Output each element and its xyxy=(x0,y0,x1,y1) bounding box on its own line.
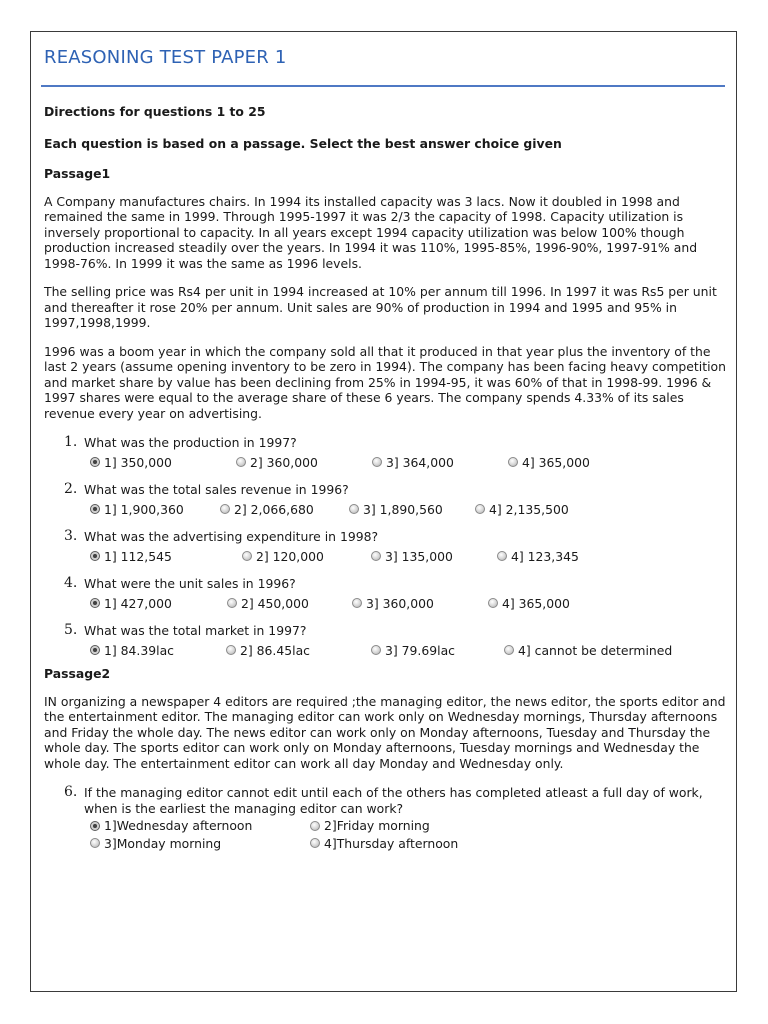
question-1 xyxy=(64,435,728,470)
page-title: REASONING TEST PAPER 1 xyxy=(44,47,287,68)
answer-options xyxy=(90,643,728,659)
question-4 xyxy=(64,576,728,611)
option-label: 2]Friday morning xyxy=(324,818,430,833)
option-2[interactable] xyxy=(226,643,371,659)
option-3[interactable] xyxy=(371,643,504,659)
option-3[interactable] xyxy=(371,549,497,565)
option-4[interactable] xyxy=(508,455,590,471)
directions-text: Each question is based on a passage. Select the best answer choice given xyxy=(44,135,562,151)
option-label: 4] 2,135,500 xyxy=(489,501,569,517)
option-2[interactable] xyxy=(242,549,371,565)
option-2[interactable] xyxy=(220,502,349,518)
question-number: 6. xyxy=(64,784,78,800)
option-label: 2] 450,000 xyxy=(241,595,309,611)
question-text: What were the unit sales in 1996? xyxy=(84,576,296,591)
answer-options xyxy=(90,455,728,471)
option-label: 4] 123,345 xyxy=(511,548,579,564)
option-label: 4] cannot be determined xyxy=(518,642,673,658)
option-3[interactable] xyxy=(349,502,475,518)
option-label: 3] 1,890,560 xyxy=(363,501,443,517)
option-label: 2] 86.45lac xyxy=(240,642,310,658)
option-label: 1] 427,000 xyxy=(104,595,172,611)
radio-icon[interactable] xyxy=(220,504,230,514)
option-3[interactable] xyxy=(352,596,488,612)
option-2[interactable] xyxy=(310,818,728,834)
question-number: 5. xyxy=(64,622,78,638)
option-label: 3] 360,000 xyxy=(366,595,434,611)
option-label: 2] 360,000 xyxy=(250,454,318,470)
question-text: What was the production in 1997? xyxy=(84,435,297,450)
option-label: 4] 365,000 xyxy=(522,454,590,470)
option-1[interactable] xyxy=(90,455,236,471)
passage2-heading: Passage2 xyxy=(44,666,111,681)
option-label: 4]Thursday afternoon xyxy=(324,835,459,851)
question-text: What was the total market in 1997? xyxy=(84,623,307,638)
radio-icon[interactable] xyxy=(242,551,252,561)
option-label: 2] 2,066,680 xyxy=(234,501,314,517)
radio-icon[interactable] xyxy=(226,645,236,655)
question-5 xyxy=(64,623,728,658)
option-4[interactable] xyxy=(488,596,570,612)
option-4[interactable] xyxy=(504,643,672,659)
option-label: 3] 364,000 xyxy=(386,454,454,470)
option-label: 2] 120,000 xyxy=(256,548,324,564)
question-number: 2. xyxy=(64,481,78,497)
radio-selected-icon[interactable] xyxy=(90,598,100,608)
option-label: 3] 79.69lac xyxy=(385,642,455,658)
question-6 xyxy=(64,785,728,851)
passage1-heading: Passage1 xyxy=(44,166,111,181)
answer-options xyxy=(90,818,728,851)
document-page xyxy=(30,31,737,992)
option-4[interactable] xyxy=(475,502,569,518)
radio-icon[interactable] xyxy=(488,598,498,608)
radio-icon[interactable] xyxy=(497,551,507,561)
option-4[interactable] xyxy=(310,836,728,852)
answer-options xyxy=(90,502,728,518)
option-label: 1] 112,545 xyxy=(104,548,172,564)
option-label: 3]Monday morning xyxy=(104,835,222,851)
option-3[interactable] xyxy=(90,836,310,852)
option-4[interactable] xyxy=(497,549,579,565)
radio-icon[interactable] xyxy=(90,838,100,848)
directions-title: Directions for questions 1 to 25 xyxy=(44,104,266,119)
title-divider xyxy=(41,85,725,87)
radio-icon[interactable] xyxy=(227,598,237,608)
radio-icon[interactable] xyxy=(310,821,320,831)
question-text: What was the total sales revenue in 1996? xyxy=(84,482,349,497)
option-3[interactable] xyxy=(372,455,508,471)
option-2[interactable] xyxy=(236,455,372,471)
radio-icon[interactable] xyxy=(371,645,381,655)
question-text: If the managing editor cannot edit until each of the others has completed atleast a full day of work, when is the earliest the managing editor can work? xyxy=(84,785,703,816)
question-number: 3. xyxy=(64,528,78,544)
radio-icon[interactable] xyxy=(371,551,381,561)
document-content xyxy=(44,104,728,863)
option-1[interactable] xyxy=(90,549,242,565)
passage1-paragraph-2: The selling price was Rs4 per unit in 1994 increased at 10% per annum till 1996. In 1997 it was Rs5 per unit and thereafter it rose 20% per annum. Unit sales are 90% of production in 1994 and 1995 and 95% in 1997,1998,1999. xyxy=(44,284,717,330)
passage1-paragraph-3: 1996 was a boom year in which the company sold all that it produced in that year plus the inventory of the last 2 years (assume opening inventory to be zero in 1994). The company has been facing heavy competition and market share by value has been declining from 25% in 1994-95, it was 60% of that in 1998-99. 1996 & 1997 shares were equal to the average share of these 6 years. The company spends 4.33% of its sales revenue every year on advertising. xyxy=(44,343,726,421)
radio-icon[interactable] xyxy=(352,598,362,608)
option-label: 4] 365,000 xyxy=(502,595,570,611)
option-label: 1]Wednesday afternoon xyxy=(104,818,253,833)
radio-selected-icon[interactable] xyxy=(90,551,100,561)
passage2-paragraph: IN organizing a newspaper 4 editors are required ;the managing editor, the news editor, the sports editor and the entertainment editor. The managing editor can work only on Wednesday mornings, Thursday afternoons and Friday the whole day. The news editor can work only on Monday afternoons, Tuesday and Thursday the whole day. The sports editor can work only on Monday afternoons, Tuesday mornings and Wednesday the whole day. The entertainment editor can work all day Monday and Wednesday only. xyxy=(44,693,726,771)
radio-icon[interactable] xyxy=(508,457,518,467)
radio-selected-icon[interactable] xyxy=(90,504,100,514)
radio-icon[interactable] xyxy=(372,457,382,467)
option-1[interactable] xyxy=(90,502,220,518)
question-2 xyxy=(64,482,728,517)
question-number: 1. xyxy=(64,434,78,450)
question-number: 4. xyxy=(64,575,78,591)
option-2[interactable] xyxy=(227,596,352,612)
radio-icon[interactable] xyxy=(504,645,514,655)
question-3 xyxy=(64,529,728,564)
question-text: What was the advertising expenditure in 1998? xyxy=(84,529,379,544)
option-label: 1] 84.39lac xyxy=(104,642,174,658)
passage1-paragraph-1: A Company manufactures chairs. In 1994 its installed capacity was 3 lacs. Now it doubled in 1998 and remained the same in 1999. Through 1995-1997 it was 2/3 the capacity of 1998. Capacity utilization is inversely proportional to capacity. In all years except 1994 capacity utilization was below 100% though production increased steadily over the years. In 1994 it was 110%, 1995-85%, 1996-90%, 1997-91% and 1998-76%. In 1999 it was the same as 1996 levels. xyxy=(44,193,698,271)
radio-icon[interactable] xyxy=(310,838,320,848)
option-label: 1] 1,900,360 xyxy=(104,501,184,517)
option-1[interactable] xyxy=(90,596,227,612)
option-1[interactable] xyxy=(90,643,226,659)
radio-selected-icon[interactable] xyxy=(90,457,100,467)
radio-icon[interactable] xyxy=(349,504,359,514)
radio-selected-icon[interactable] xyxy=(90,821,100,831)
radio-selected-icon[interactable] xyxy=(90,645,100,655)
answer-options xyxy=(90,596,728,612)
option-label: 1] 350,000 xyxy=(104,454,172,470)
answer-options xyxy=(90,549,728,565)
option-label: 3] 135,000 xyxy=(385,548,453,564)
radio-icon[interactable] xyxy=(236,457,246,467)
radio-icon[interactable] xyxy=(475,504,485,514)
option-1[interactable] xyxy=(90,818,310,834)
